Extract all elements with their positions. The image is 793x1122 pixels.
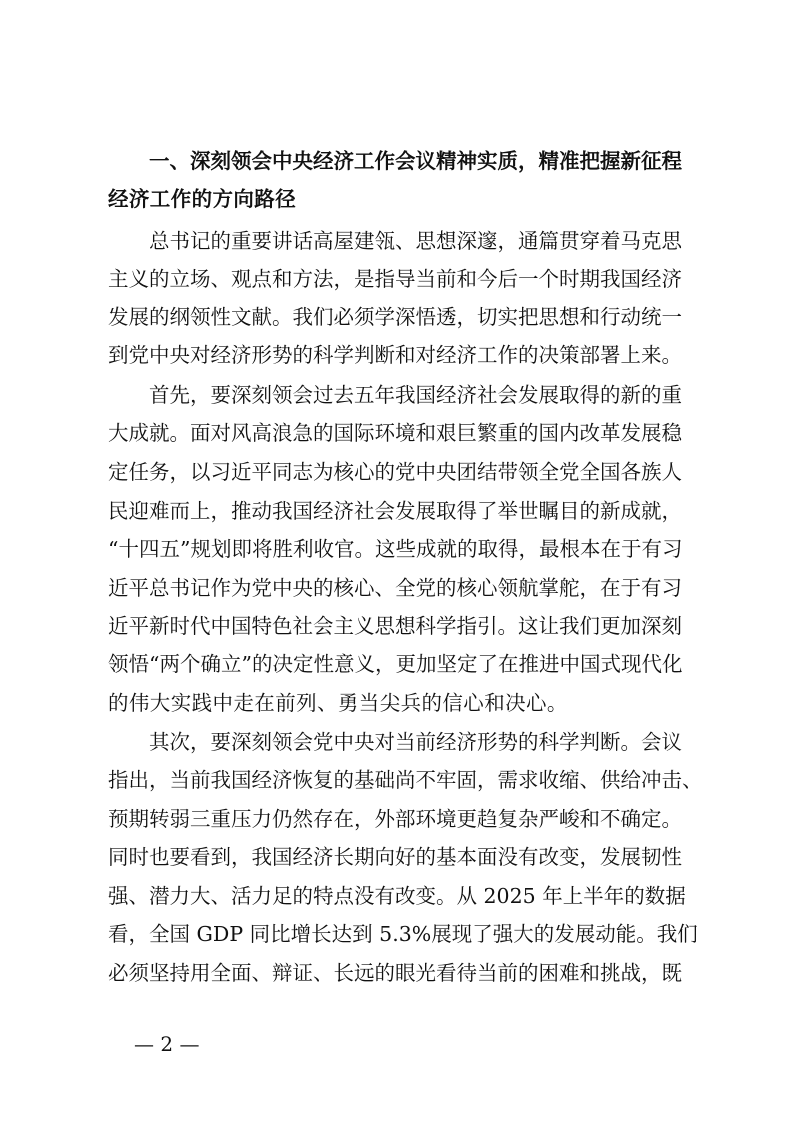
paragraph-2-line-9: 的伟大实践中走在前列、勇当尖兵的信心和决心。 bbox=[108, 691, 568, 715]
paragraph-2-line-7: 近平新时代中国特色社会主义思想科学指引。这让我们更加深刻 bbox=[108, 614, 682, 638]
paragraph-2-line-2: 大成就。面对风高浪急的国际环境和艰巨繁重的国内改革发展稳 bbox=[108, 421, 682, 445]
paragraph-3-line-1: 其次，要深刻领会党中央对当前经济形势的科学判断。会议 bbox=[149, 730, 682, 754]
paragraph-2-line-5: “十四五”规划即将胜利收官。这些成就的取得，最根本在于有习 bbox=[108, 537, 683, 561]
section-heading-line-1: 一、深刻领会中央经济工作会议精神实质，精准把握新征程 bbox=[149, 149, 682, 173]
paragraph-2-line-4: 民迎难而上，推动我国经济社会发展取得了举世瞩目的新成就， bbox=[108, 499, 682, 523]
paragraph-1-line-4: 到党中央对经济形势的科学判断和对经济工作的决策部署上来。 bbox=[108, 343, 682, 367]
paragraph-3-line-4: 同时也要看到，我国经济长期向好的基本面没有改变，发展韧性 bbox=[108, 845, 682, 869]
paragraph-3-line-6: 看，全国 GDP 同比增长达到 5.3%展现了强大的发展动能。我们 bbox=[108, 922, 698, 946]
paragraph-1-line-1: 总书记的重要讲话高屋建瓴、思想深邃，通篇贯穿着马克思 bbox=[149, 229, 682, 253]
paragraph-2-line-3: 定任务，以习近平同志为核心的党中央团结带领全党全国各族人 bbox=[108, 460, 682, 484]
page-number: — 2 — bbox=[134, 1032, 200, 1056]
paragraph-3-line-7: 必须坚持用全面、辩证、长远的眼光看待当前的困难和挑战，既 bbox=[108, 961, 682, 985]
paragraph-2-line-6: 近平总书记作为党中央的核心、全党的核心领航掌舵，在于有习 bbox=[108, 576, 682, 600]
paragraph-3-line-3: 预期转弱三重压力仍然存在，外部环境更趋复杂严峻和不确定。 bbox=[108, 807, 682, 831]
paragraph-3-line-5: 强、潜力大、活力足的特点没有改变。从 2025 年上半年的数据 bbox=[108, 884, 686, 908]
paragraph-1-line-3: 发展的纲领性文献。我们必须学深悟透，切实把思想和行动统一 bbox=[108, 305, 682, 329]
paragraph-1-line-2: 主义的立场、观点和方法，是指导当前和今后一个时期我国经济 bbox=[108, 267, 682, 291]
section-heading-line-2: 经济工作的方向路径 bbox=[108, 187, 297, 211]
paragraph-2-line-1: 首先，要深刻领会过去五年我国经济社会发展取得的新的重 bbox=[149, 383, 682, 407]
paragraph-3-line-2: 指出，当前我国经济恢复的基础尚不牢固，需求收缩、供给冲击、 bbox=[108, 768, 703, 792]
paragraph-2-line-8: 领悟“两个确立”的决定性意义，更加坚定了在推进中国式现代化 bbox=[108, 652, 683, 676]
